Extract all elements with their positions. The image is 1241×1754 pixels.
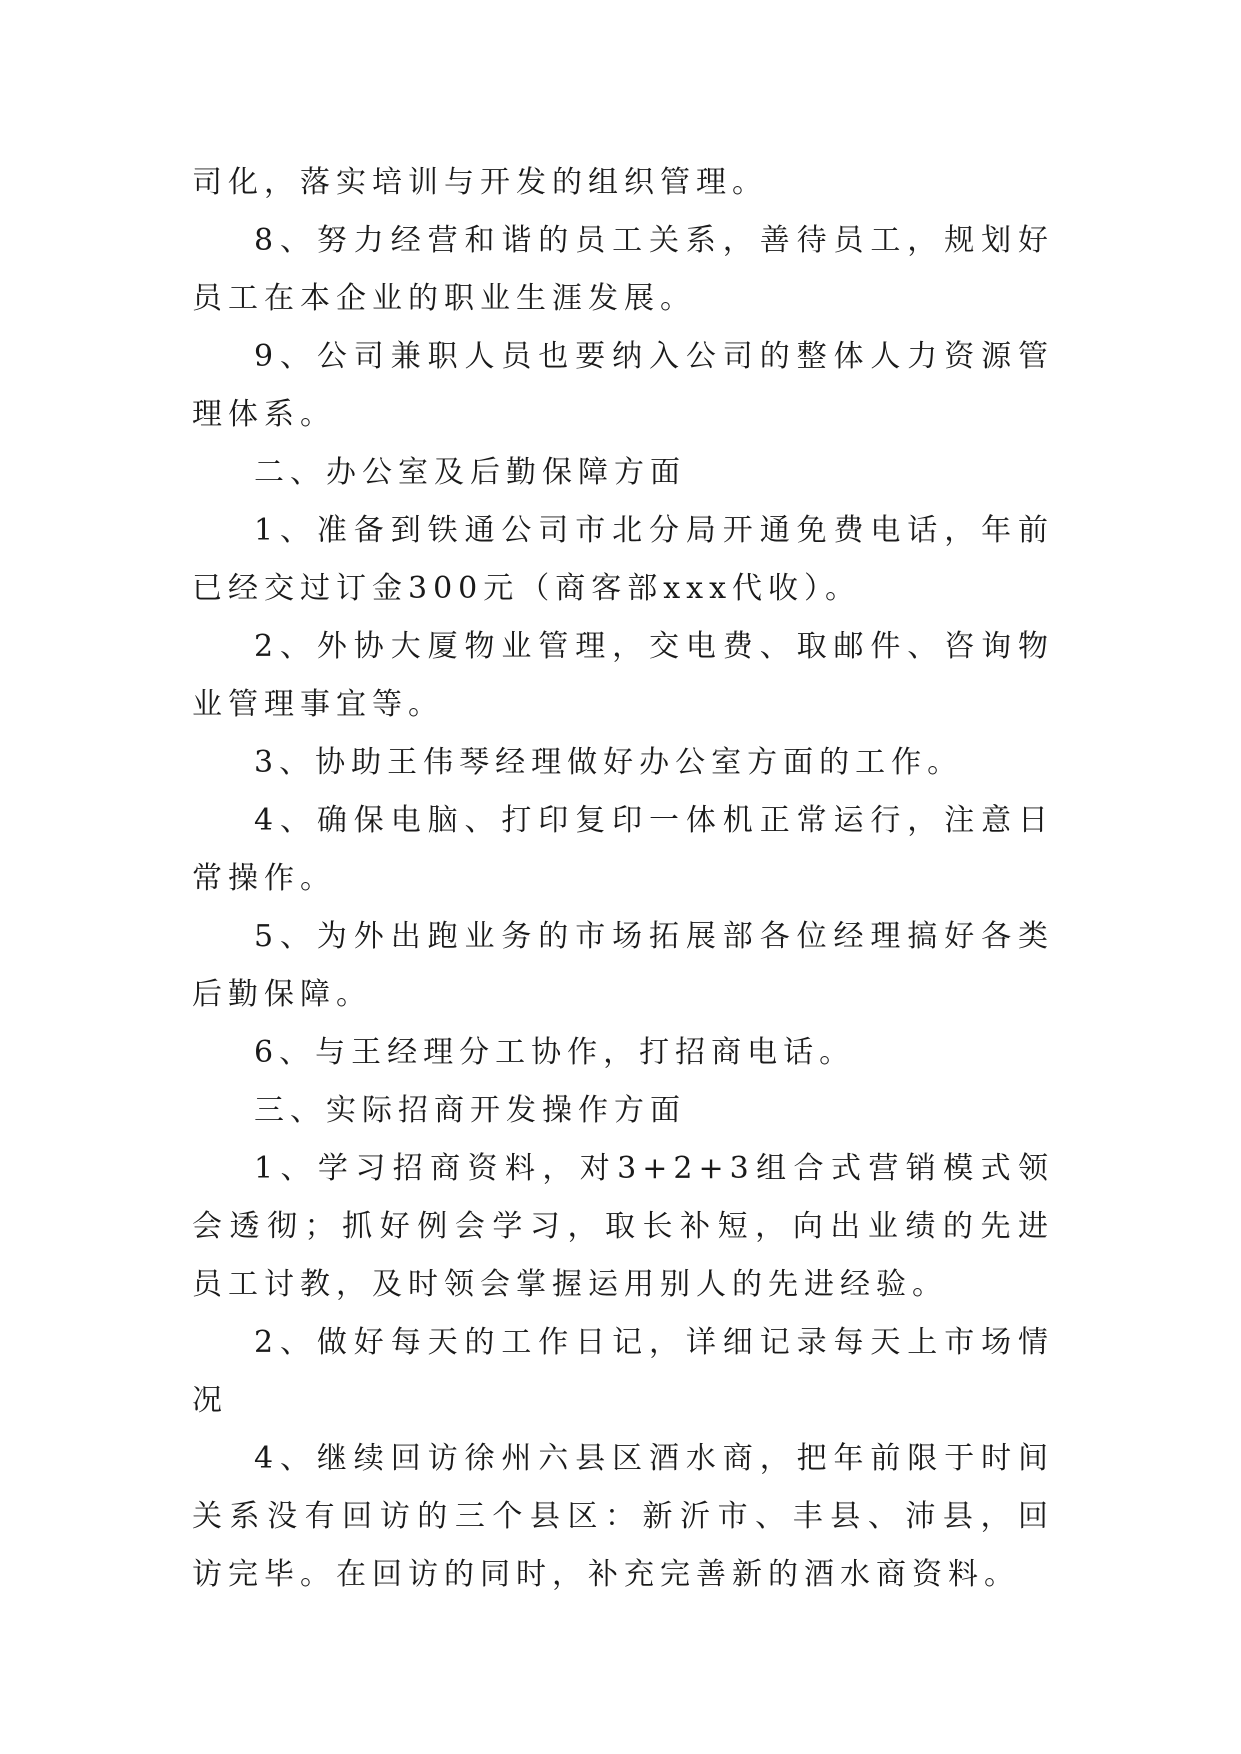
paragraph-item-5-logistics-support: 5、为外出跑业务的市场拓展部各位经理搞好各类后勤保障。 [192, 919, 1054, 1012]
paragraph-item-1-study-materials: 1、学习招商资料，对3+2+3组合式营销模式领会透彻；抓好例会学习，取长补短，向出业绩的先进员工讨教，及时领会掌握运用别人的先进经验。 [192, 1151, 1054, 1302]
paragraph-item-3-assist-manager: 3、协助王伟琴经理做好办公室方面的工作。 [254, 745, 964, 780]
section-heading-investment-operations: 三、实际招商开发操作方面 [254, 1093, 686, 1128]
paragraph-item-2-property-management: 2、外协大厦物业管理，交电费、取邮件、咨询物业管理事宜等。 [192, 629, 1054, 722]
paragraph-item-6-investment-calls: 6、与王经理分工协作，打招商电话。 [254, 1035, 856, 1070]
paragraph-continued-training: 司化，落实培训与开发的组织管理。 [192, 165, 768, 200]
section-heading-office-logistics: 二、办公室及后勤保障方面 [254, 455, 686, 490]
paragraph-item-8-employee-relations: 8、努力经营和谐的员工关系，善待员工，规划好员工在本企业的职业生涯发展。 [192, 223, 1054, 316]
paragraph-item-4-office-equipment: 4、确保电脑、打印复印一体机正常运行，注意日常操作。 [192, 803, 1054, 896]
paragraph-item-9-part-time-staff: 9、公司兼职人员也要纳入公司的整体人力资源管理体系。 [192, 339, 1054, 432]
document-body [192, 154, 1054, 1604]
paragraph-item-2-work-diary: 2、做好每天的工作日记，详细记录每天上市场情况 [192, 1325, 1054, 1418]
paragraph-item-1-free-phone: 1、准备到铁通公司市北分局开通免费电话，年前已经交过订金300元（商客部xxx代收）。 [192, 513, 1054, 606]
paragraph-item-4-revisit-dealers: 4、继续回访徐州六县区酒水商，把年前限于时间关系没有回访的三个县区：新沂市、丰县、沛县，回访完毕。在回访的同时，补充完善新的酒水商资料。 [192, 1441, 1054, 1592]
